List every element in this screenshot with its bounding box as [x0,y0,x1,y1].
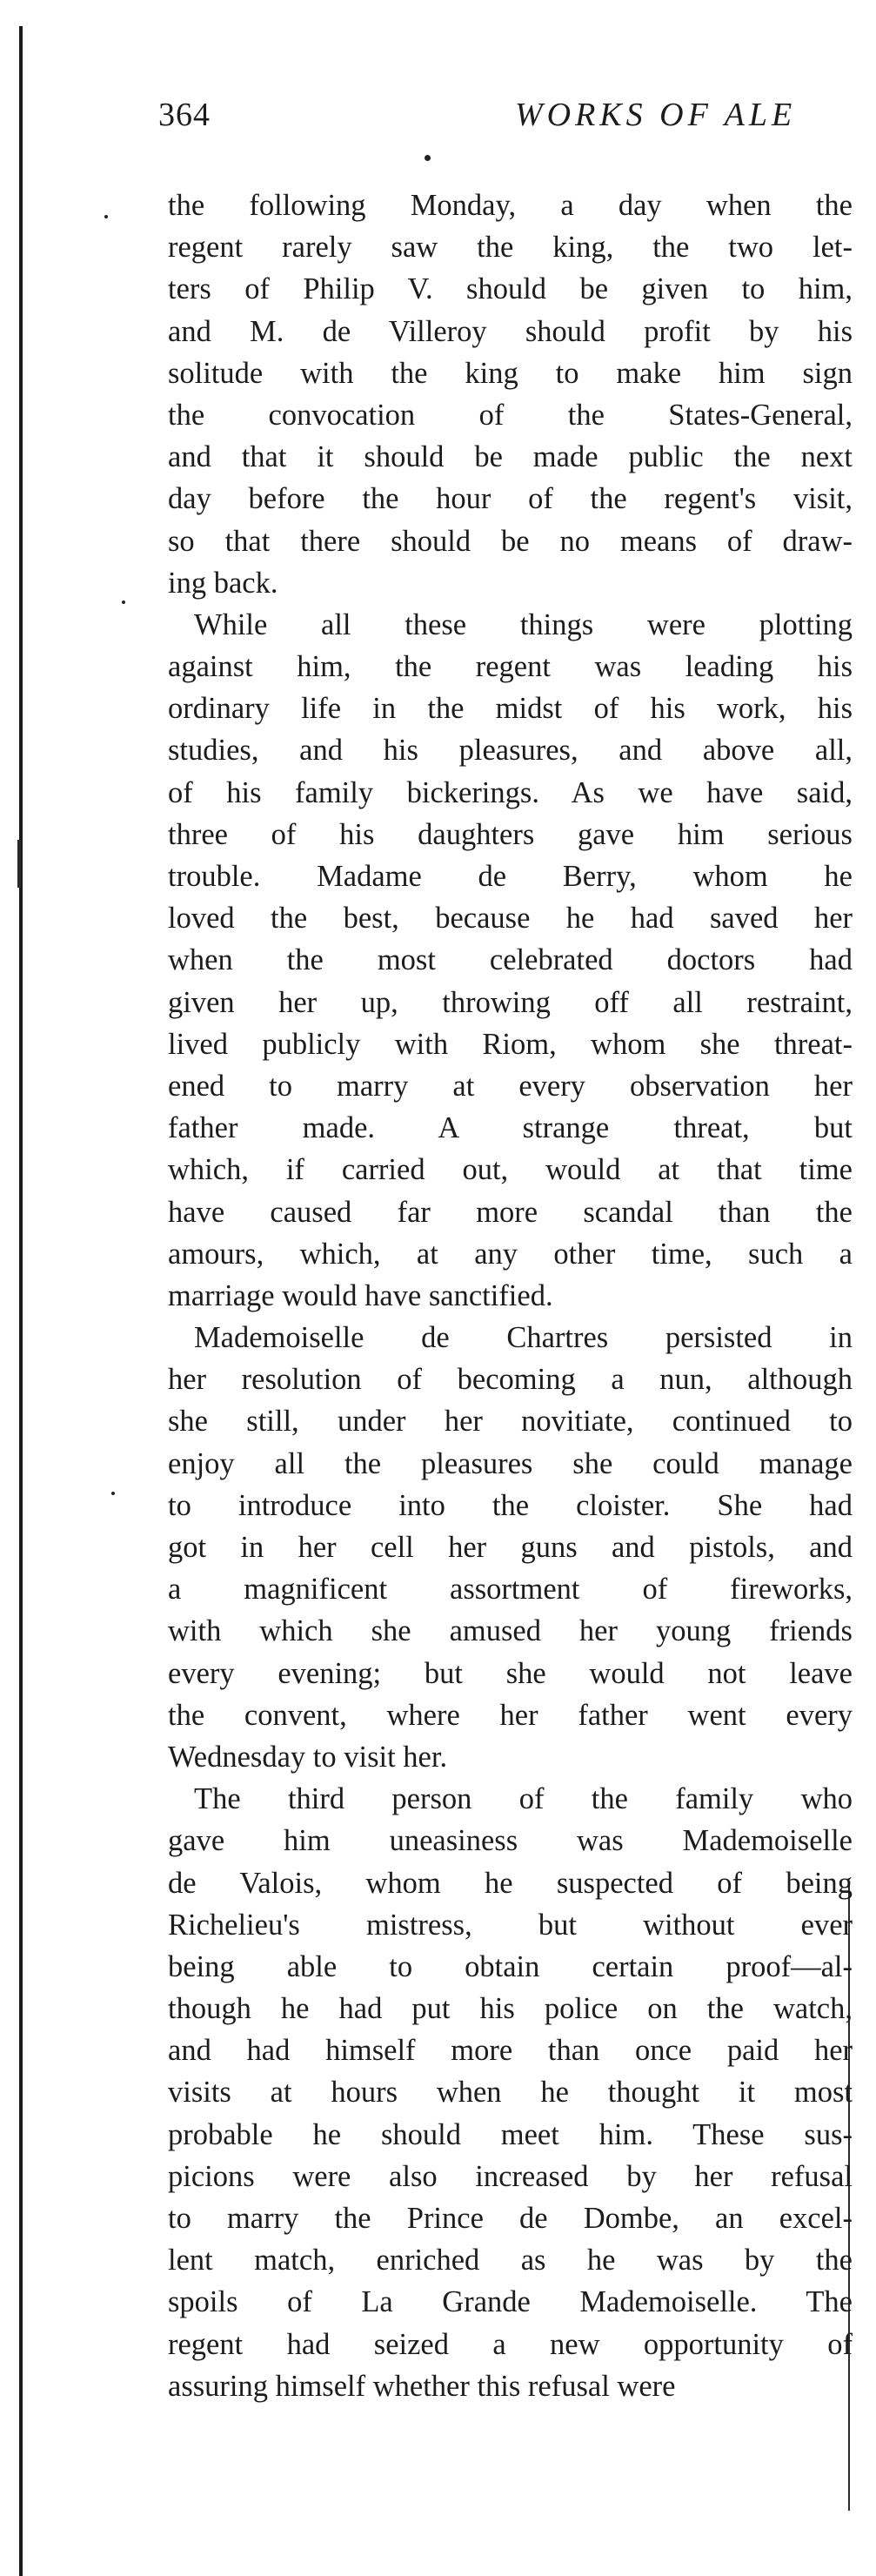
text-line: The third person of the family who [194,1782,853,1816]
text-line: While all these things were plotting [194,607,853,641]
paragraph [168,604,853,1317]
text-line: got in her cell her guns and pistols, and [168,1531,853,1564]
text-line: de Valois, whom he suspected of being [168,1866,853,1900]
text-line: ters of Philip V. should be given to him, [168,272,853,306]
page-number: 364 [158,97,211,133]
text-line: enjoy all the pleasures she could manage [168,1446,853,1480]
gutter-mark [17,840,21,888]
text-line: solitude with the king to make him sign [168,356,853,390]
text-line: assuring himself whether this refusal were [168,2369,676,2403]
text-line: with which she amused her young friends [168,1614,853,1648]
text-line: loved the best, because he had saved her [168,902,853,936]
text-line: given her up, throwing off all restraint, [168,985,853,1019]
margin-speck [122,600,125,604]
paragraph [168,1778,853,2407]
text-line: day before the hour of the regent's visit, [168,482,853,516]
text-line: the following Monday, a day when the [168,189,853,222]
text-line: ened to marry at every observation her [168,1069,853,1103]
text-line: ordinary life in the midst of his work, his [168,692,853,726]
margin-speck [425,155,431,161]
text-line: amours, which, at any other time, such a [168,1237,853,1271]
text-line: though he had put his police on the watch, [168,1992,853,2026]
text-line: probable he should meet him. These sus- [168,2117,853,2151]
text-line: visits at hours when he thought it most [168,2076,853,2110]
page-header [158,96,872,148]
text-line: when the most celebrated doctors had [168,943,853,977]
paragraph [168,1317,853,1778]
text-line: and had himself more than once paid her [168,2034,853,2068]
text-line: the convent, where her father went every [168,1698,853,1732]
text-line: to marry the Prince de Dombe, an excel- [168,2202,853,2235]
text-line: so that there should be no means of draw- [168,524,853,558]
text-line: marriage would have sanctified. [168,1278,553,1312]
text-line: a magnificent assortment of fireworks, [168,1573,853,1607]
text-line: spoils of La Grande Mademoiselle. The [168,2285,853,2319]
text-line: gave him uneasiness was Mademoiselle [168,1824,853,1858]
paragraph-list [168,184,853,2407]
text-line: have caused far more scandal than the [168,1195,853,1229]
text-line: three of his daughters gave him serious [168,817,853,851]
text-line: the convocation of the States-General, [168,398,853,432]
text-line: studies, and his pleasures, and above all, [168,734,853,768]
text-line: ing back. [168,566,278,600]
text-line: regent rarely saw the king, the two let- [168,231,853,265]
text-line: every evening; but she would not leave [168,1656,853,1690]
margin-speck [111,1492,115,1495]
text-line: being able to obtain certain proof—al- [168,1949,853,1983]
text-line: and that it should be made public the next [168,440,853,474]
text-line: her resolution of becoming a nun, although [168,1363,853,1397]
text-line: lent match, enriched as he was by the [168,2244,853,2277]
text-line: Richelieu's mistress, but without ever [168,1908,853,1942]
body-text [168,184,853,2407]
text-line: trouble. Madame de Berry, whom he [168,860,853,893]
running-head: WORKS OF ALE [515,97,797,133]
text-line: she still, under her novitiate, continued to [168,1405,853,1439]
text-line: lived publicly with Riom, whom she threat- [168,1027,853,1061]
paragraph [168,184,853,604]
gutter-line [19,26,23,2576]
text-line: to introduce into the cloister. She had [168,1488,853,1522]
text-line: Mademoiselle de Chartres persisted in [194,1321,853,1355]
text-line: against him, the regent was leading his [168,650,853,684]
text-line: regent had seized a new opportunity of [168,2327,853,2361]
text-line: which, if carried out, would at that time [168,1153,853,1187]
text-line: Wednesday to visit her. [168,1740,448,1774]
margin-speck [104,215,108,218]
text-line: of his family bickerings. As we have said, [168,775,853,809]
text-line: and M. de Villeroy should profit by his [168,314,853,348]
text-line: father made. A strange threat, but [168,1111,853,1145]
text-line: picions were also increased by her refusal [168,2159,853,2193]
